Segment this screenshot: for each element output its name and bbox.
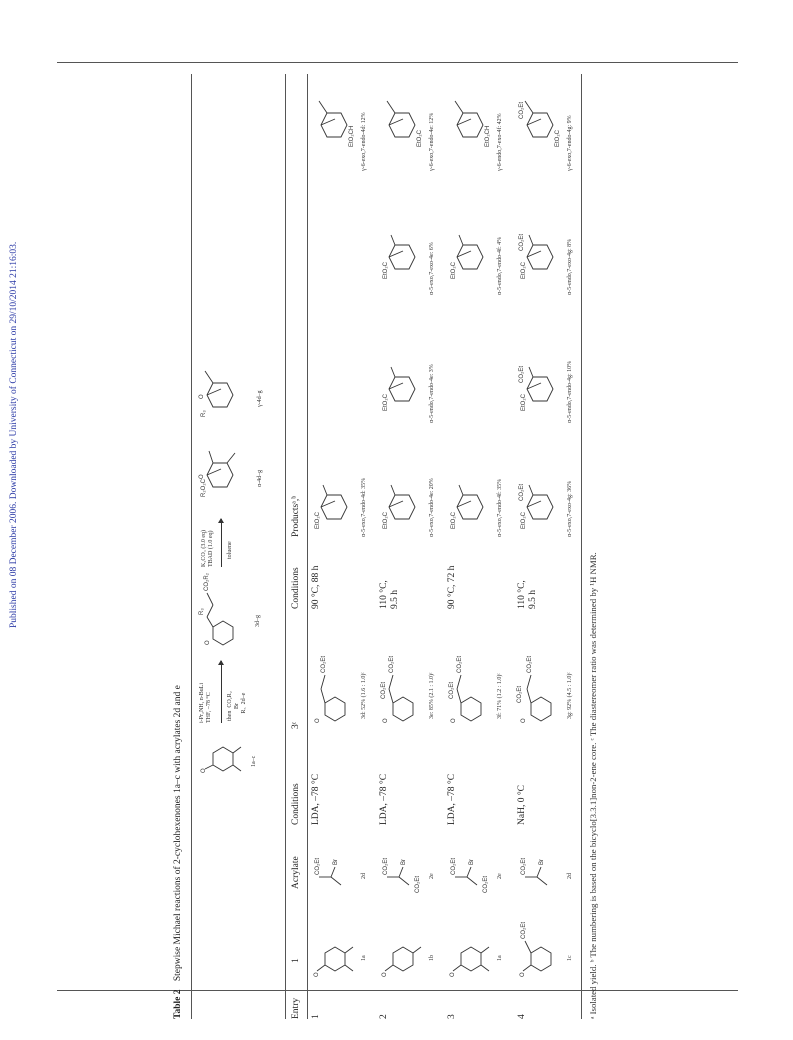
intermediate-label: 3g: 92% (4.5 : 1.0)ᶜ [567,672,573,719]
col-conditions-2: Conditions [291,567,301,609]
acrylate-label: 2d [361,873,367,879]
arrow1 [221,661,222,723]
svg-text:Br: Br [539,859,545,865]
svg-text:O: O [451,718,457,723]
arrow1-bottom: then CO₂R₂ Br R₃ 2d–e [227,691,247,721]
product-label: α-5-endo,7-endo-4f: 4% [497,236,503,295]
acrylate-structure [517,849,568,895]
svg-text:CO₂Et: CO₂Et [519,102,525,119]
product-structure [377,225,434,281]
svg-text:CO₂Et: CO₂Et [517,686,523,703]
row-entry: 3 [447,1014,457,1019]
intermediate-label: 3d–g [255,615,261,627]
svg-text:CO₂Et: CO₂Et [449,682,455,699]
svg-text:EtO₂C: EtO₂C [451,512,457,529]
product-structure [309,93,366,149]
arrow2-top: K₂CO₃ (3.0 eq) TBAD (1.0 eq) [201,529,214,567]
table-caption-text: Stepwise Michael reactions of 2-cyclohexenones 1a–c with acrylates 2d and e [173,685,183,982]
product-label: α-5-exo,7-exo-4g: 36% [567,480,573,537]
col-acrylate: Acrylate [291,856,301,889]
product-structure [377,475,434,531]
product-structure [377,357,434,413]
product-label: γ-6-endo,7-exo-4f: 42% [497,113,503,171]
svg-text:EtO₂CH: EtO₂CH [349,125,355,147]
acrylate-label: 2e [497,873,503,879]
intermediate-structure [311,649,362,729]
product-structure [445,225,502,281]
product-label: α-5-exo,7-endo-4e: 20% [429,478,435,537]
svg-text:CO₂Et: CO₂Et [381,682,387,699]
arrow2 [221,519,222,567]
product-structure [445,93,502,149]
svg-text:Br: Br [333,859,339,865]
acrylate-label: 2e [429,873,435,879]
header-bottom-rule [307,74,308,1019]
alpha-product-structure [195,443,256,499]
svg-text:O: O [383,718,389,723]
svg-text:CO₂Et: CO₂Et [519,234,525,251]
ketone-label: 1b [429,955,435,961]
svg-text:EtO₂C: EtO₂C [451,262,457,279]
col-entry: Entry [291,997,301,1019]
svg-text:O: O [521,718,527,723]
col-products: Productsᵃ,ᵇ [291,495,301,537]
svg-text:CO₂Et: CO₂Et [483,876,489,893]
product-structure [445,475,502,531]
svg-text:R₃: R₃ [199,608,205,615]
product-label: γ-6-exo,7-endo-4d: 12% [361,112,367,171]
product-label: α-5-exo,7-endo-4f: 35% [497,478,503,537]
product-label: α-5-endo,7-endo-4g: 10% [567,360,573,423]
col-conditions-1: Conditions [291,783,301,825]
product-label: α-5-exo,7-endo-4d: 35% [361,477,367,537]
conditions-1: LDA, –78 °C [379,773,389,825]
arrow2-head [218,518,224,523]
svg-text:R₂O₂C: R₂O₂C [201,479,207,497]
svg-text:O: O [199,474,205,479]
product-label: α-5-endo,7-exo-4g: 8% [567,238,573,295]
conditions-1: LDA, –78 °C [311,773,321,825]
ketone-structure [379,933,434,979]
svg-text:CO₂Et: CO₂Et [389,656,395,673]
conditions-2: 110 °C, 9.5 h [517,580,538,609]
alpha-product-label: α-4d–g [257,469,263,487]
svg-text:EtO₂C: EtO₂C [383,512,389,529]
intermediate-structure [379,649,430,729]
svg-text:CO₂Et: CO₂Et [321,656,327,673]
svg-text:O: O [450,972,456,977]
product-label: α-5-endo,7-endo-4e: 3% [429,364,435,423]
svg-text:CO₂Et: CO₂Et [457,656,463,673]
svg-text:EtO₂C: EtO₂C [383,262,389,279]
product-structure [515,475,572,531]
svg-text:EtO₂C: EtO₂C [521,512,527,529]
arrow2-bottom: toluene [227,541,233,559]
svg-text:CO₂Et: CO₂Et [415,876,421,893]
svg-text:EtO₂C: EtO₂C [521,394,527,411]
product-structure [309,475,366,531]
svg-text:O: O [520,972,526,977]
published-line[interactable]: Published on 08 December 2006. Downloaded by University of Connecticut on 29/10/2014 21:16:03. [9,241,19,628]
acrylate-structure [379,849,430,895]
col-ketone: 1 [291,958,301,963]
rotated-table [173,74,610,1019]
svg-text:O: O [199,394,205,399]
arrow1-head [218,660,224,665]
svg-text:CO₂Et: CO₂Et [519,484,525,501]
intermediate-label: 3f: 71% (1.2 : 1.0)ᶜ [497,673,503,719]
conditions-1: NaH, 0 °C [517,785,527,825]
svg-text:EtO₂C: EtO₂C [521,262,527,279]
svg-text:CO₂Et: CO₂Et [527,656,533,673]
svg-text:O: O [382,972,388,977]
top-page-rule [57,62,738,63]
svg-text:O: O [201,768,207,773]
col-intermediate: 3ᶜ [291,721,301,729]
ketone-label: 1a [361,955,367,961]
svg-text:Br: Br [401,859,407,865]
ketone-label: 1a [497,955,503,961]
bottom-rule [581,74,582,1019]
ketone-structure [447,933,502,979]
acrylate-label: 2d [567,873,573,879]
ketone-structure [311,933,366,979]
acrylate-structure [311,849,362,895]
svg-text:EtO₂C: EtO₂C [383,394,389,411]
intermediate-structure [517,649,568,729]
svg-text:EtO₂C: EtO₂C [555,130,561,147]
header-top-rule [285,74,286,1019]
svg-text:CO₂Et: CO₂Et [521,858,527,875]
svg-text:O: O [205,640,211,645]
svg-text:CO₂Et: CO₂Et [383,858,389,875]
row-entry: 1 [311,1014,321,1019]
conditions-1: LDA, –78 °C [447,773,457,825]
product-label: α-5-exo,7-exo-4e: 6% [429,242,435,295]
row-entry: 2 [379,1014,389,1019]
intermediate-label: 3d: 52% (1.6 : 1.0)ᶜ [361,672,367,719]
table-footnote: ᵃ Isolated yield. ᵇ The numbering is based on the bicyclo[3.3.1]non-2-ene core. ᶜ The diastereomer ratio was determined by ¹H NMR. [588,552,598,1019]
conditions-2: 110 °C, 9.5 h [379,580,400,609]
table-caption [173,685,183,1019]
start-label: 1a–c [251,755,257,767]
acrylate-structure [447,849,498,895]
svg-text:EtO₂CH: EtO₂CH [485,125,491,147]
product-structure [515,93,572,149]
conditions-2: 90 °C, 88 h [311,565,321,609]
svg-text:CO₂Et: CO₂Et [315,858,321,875]
svg-text:EtO₂C: EtO₂C [417,130,423,147]
row-entry: 4 [517,1014,527,1019]
product-label: γ-6-exo,7-endo-4e: 12% [429,112,435,171]
svg-text:CO₂Et: CO₂Et [451,858,457,875]
table-label: Table 2 [173,989,183,1019]
product-structure [515,357,572,413]
svg-text:CO₂R₂: CO₂R₂ [204,573,210,591]
svg-text:Br: Br [469,859,475,865]
svg-text:CO₂Et: CO₂Et [519,366,525,383]
reaction-scheme [195,74,285,1019]
intermediate-label: 3e: 85% (2.1 : 1.0)ᶜ [429,672,435,719]
svg-text:O: O [314,972,320,977]
ketone-label: 1c [567,955,573,961]
start-ketone-structure [201,739,252,779]
product-structure [377,93,434,149]
svg-text:CO₂Et: CO₂Et [521,922,527,939]
svg-text:O: O [315,718,321,723]
ketone-structure [517,923,572,979]
gamma-product-label: γ-4d–g [257,390,263,407]
product-label: γ-6-exo,7-endo-4g: 9% [567,115,573,171]
conditions-2: 90 °C, 72 h [447,565,457,609]
product-structure [515,225,572,281]
top-rule [191,74,192,1019]
intermediate-structure [447,649,498,729]
svg-text:EtO₂C: EtO₂C [315,512,321,529]
gamma-product-structure [195,363,256,419]
arrow1-top: i-Pr₂NH, n-BuLi THF, –78 °C [199,682,212,723]
svg-text:R₃: R₃ [201,410,207,417]
intermediate-structure [199,573,254,653]
